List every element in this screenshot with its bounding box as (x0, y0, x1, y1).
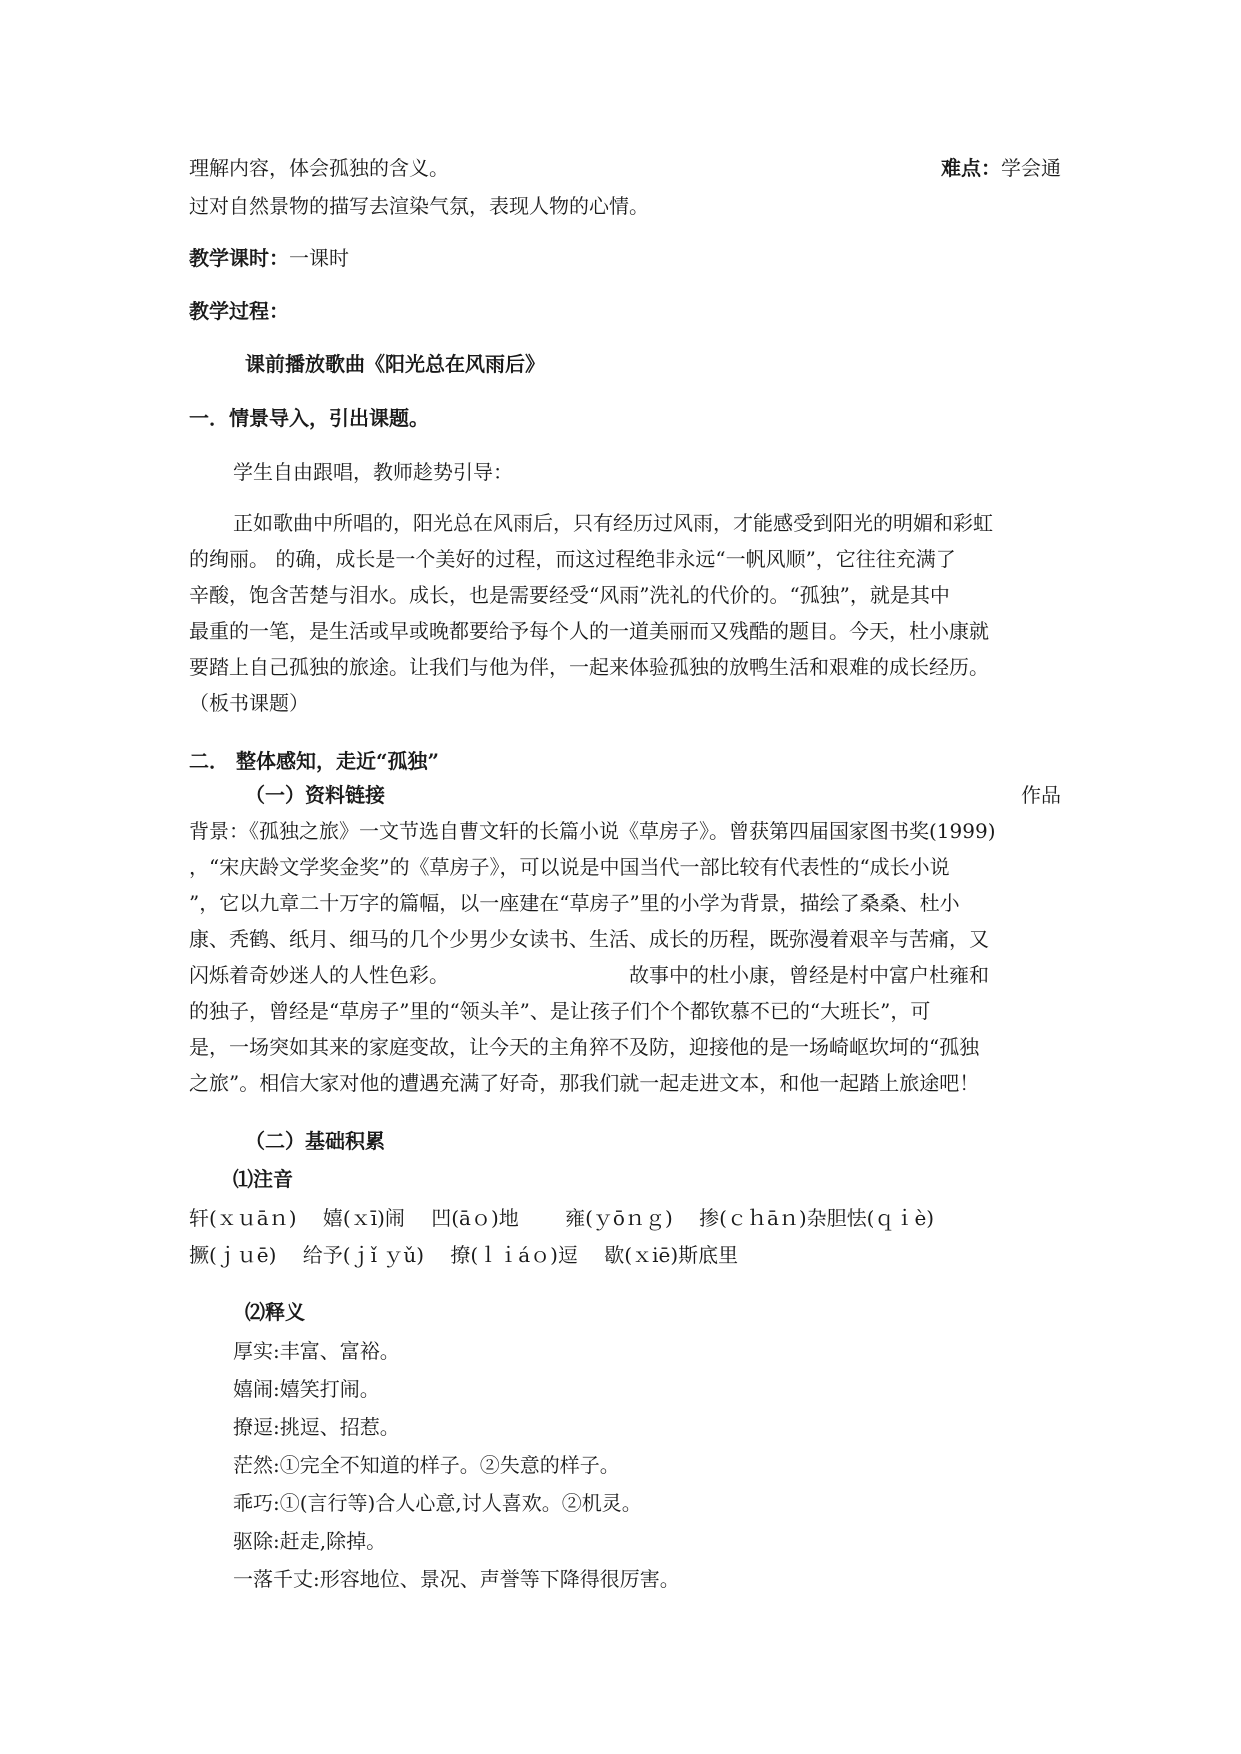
definition-item: 茫然:①完全不知道的样子。②失意的样子。 (233, 1453, 620, 1477)
pinyin-line: 撅(ｊｕē) 给予(ｊǐ ｙǔ) 撩(ｌｉáｏ)逗 歇(ｘiē)斯底里 (189, 1243, 739, 1267)
definition-item: 嬉闹:嬉笑打闹。 (233, 1377, 380, 1401)
song-line: 课前播放歌曲《阳光总在风雨后》 (245, 352, 545, 376)
paragraph-line: 之旅”。相信大家对他的遭遇充满了好奇，那我们就一起走进文本，和他一起踏上旅途吧！ (189, 1071, 980, 1095)
paragraph-line: 康、秃鹤、纸月、细马的几个少男少女读书、生活、成长的历程，既弥漫着艰辛与苦痛，又 (189, 927, 989, 951)
paragraph-line: 学生自由跟唱，教师趁势引导： (233, 460, 513, 484)
text-segment (941, 154, 1061, 182)
sub-heading: （二）基础积累 (245, 1129, 385, 1153)
definition-item: 撩逗:挑逗、招惹。 (233, 1415, 400, 1439)
text-line: 过对自然景物的描写去渲染气氛，表现人物的心情。 (189, 194, 649, 218)
text-segment: 闪烁着奇妙迷人的人性色彩。 (189, 963, 449, 987)
section-heading: 一．情景导入，引出课题。 (189, 406, 429, 430)
hours-label: 教学课时： (189, 246, 289, 270)
sub-sub-heading: ⑵释义 (245, 1300, 305, 1324)
paragraph-line: 的绚丽。 的确，成长是一个美好的过程，而这过程绝非永远“一帆风顺”，它往往充满了 (189, 547, 956, 571)
difficulty-label: 难点： (941, 156, 1001, 180)
text-segment: 学会通 (1001, 156, 1061, 180)
pinyin-line: 轩(ｘｕāｎ) 嬉(ｘī)闹 凹(āｏ)地 雍(ｙōｎｇ) 掺(ｃｈāｎ)杂胆怯(ｑｉè) (189, 1206, 935, 1230)
text-line (189, 154, 1061, 182)
definition-item: 厚实:丰富、富裕。 (233, 1339, 400, 1363)
paragraph-line: 是，一场突如其来的家庭变故，让今天的主角猝不及防，迎接他的是一场崎岖坎坷的“孤独 (189, 1035, 980, 1059)
sub-heading: （一）资料链接 (245, 783, 385, 807)
paragraph-line: 正如歌曲中所唱的，阳光总在风雨后，只有经历过风雨，才能感受到阳光的明媚和彩虹 (233, 511, 993, 535)
hours-value: 一课时 (289, 246, 349, 270)
sub-heading-line (245, 781, 1061, 809)
paragraph-line: ，“宋庆龄文学奖金奖”的《草房子》，可以说是中国当代一部比较有代表性的“成长小说 (189, 855, 950, 879)
text-segment: 故事中的杜小康，曾经是村中富户杜雍和 (629, 963, 989, 987)
teaching-hours (189, 244, 1061, 272)
paragraph-line: ”，它以九章二十万字的篇幅，以一座建在“草房子”里的小学为背景，描绘了桑桑、杜小 (189, 891, 960, 915)
definition-item: 乖巧:①(言行等)合人心意,讨人喜欢。②机灵。 (233, 1491, 642, 1515)
text-segment: 理解内容，体会孤独的含义。 (189, 156, 449, 180)
paragraph-line: 要踏上自己孤独的旅途。让我们与他为伴，一起来体验孤独的放鸭生活和艰难的成长经历。 (189, 655, 989, 679)
sub-sub-heading: ⑴注音 (233, 1167, 293, 1191)
section-heading: 二． 整体感知，走近“孤独” (189, 749, 439, 773)
paragraph-line: 最重的一笔，是生活或早或晚都要给予每个人的一道美丽而又残酷的题目。今天，杜小康就 (189, 619, 989, 643)
paragraph-line: 的独子，曾经是“草房子”里的“领头羊”、是让孩子们个个都钦慕不已的“大班长”，可 (189, 999, 931, 1023)
paragraph-line: （板书课题） (189, 691, 309, 715)
paragraph-line: 辛酸，饱含苦楚与泪水。成长，也是需要经受“风雨”洗礼的代价的。“孤独”，就是其中 (189, 583, 950, 607)
definition-item: 一落千丈:形容地位、景况、声誉等下降得很厉害。 (233, 1567, 680, 1591)
text-segment: 作品 (1021, 783, 1061, 807)
paragraph-line: 背景：《孤独之旅》一文节选自曹文轩的长篇小说《草房子》。曾获第四届国家图书奖(1999) (189, 819, 996, 843)
paragraph-line (189, 961, 1061, 989)
definition-item: 驱除:赶走,除掉。 (233, 1529, 387, 1553)
process-heading: 教学过程： (189, 299, 289, 323)
